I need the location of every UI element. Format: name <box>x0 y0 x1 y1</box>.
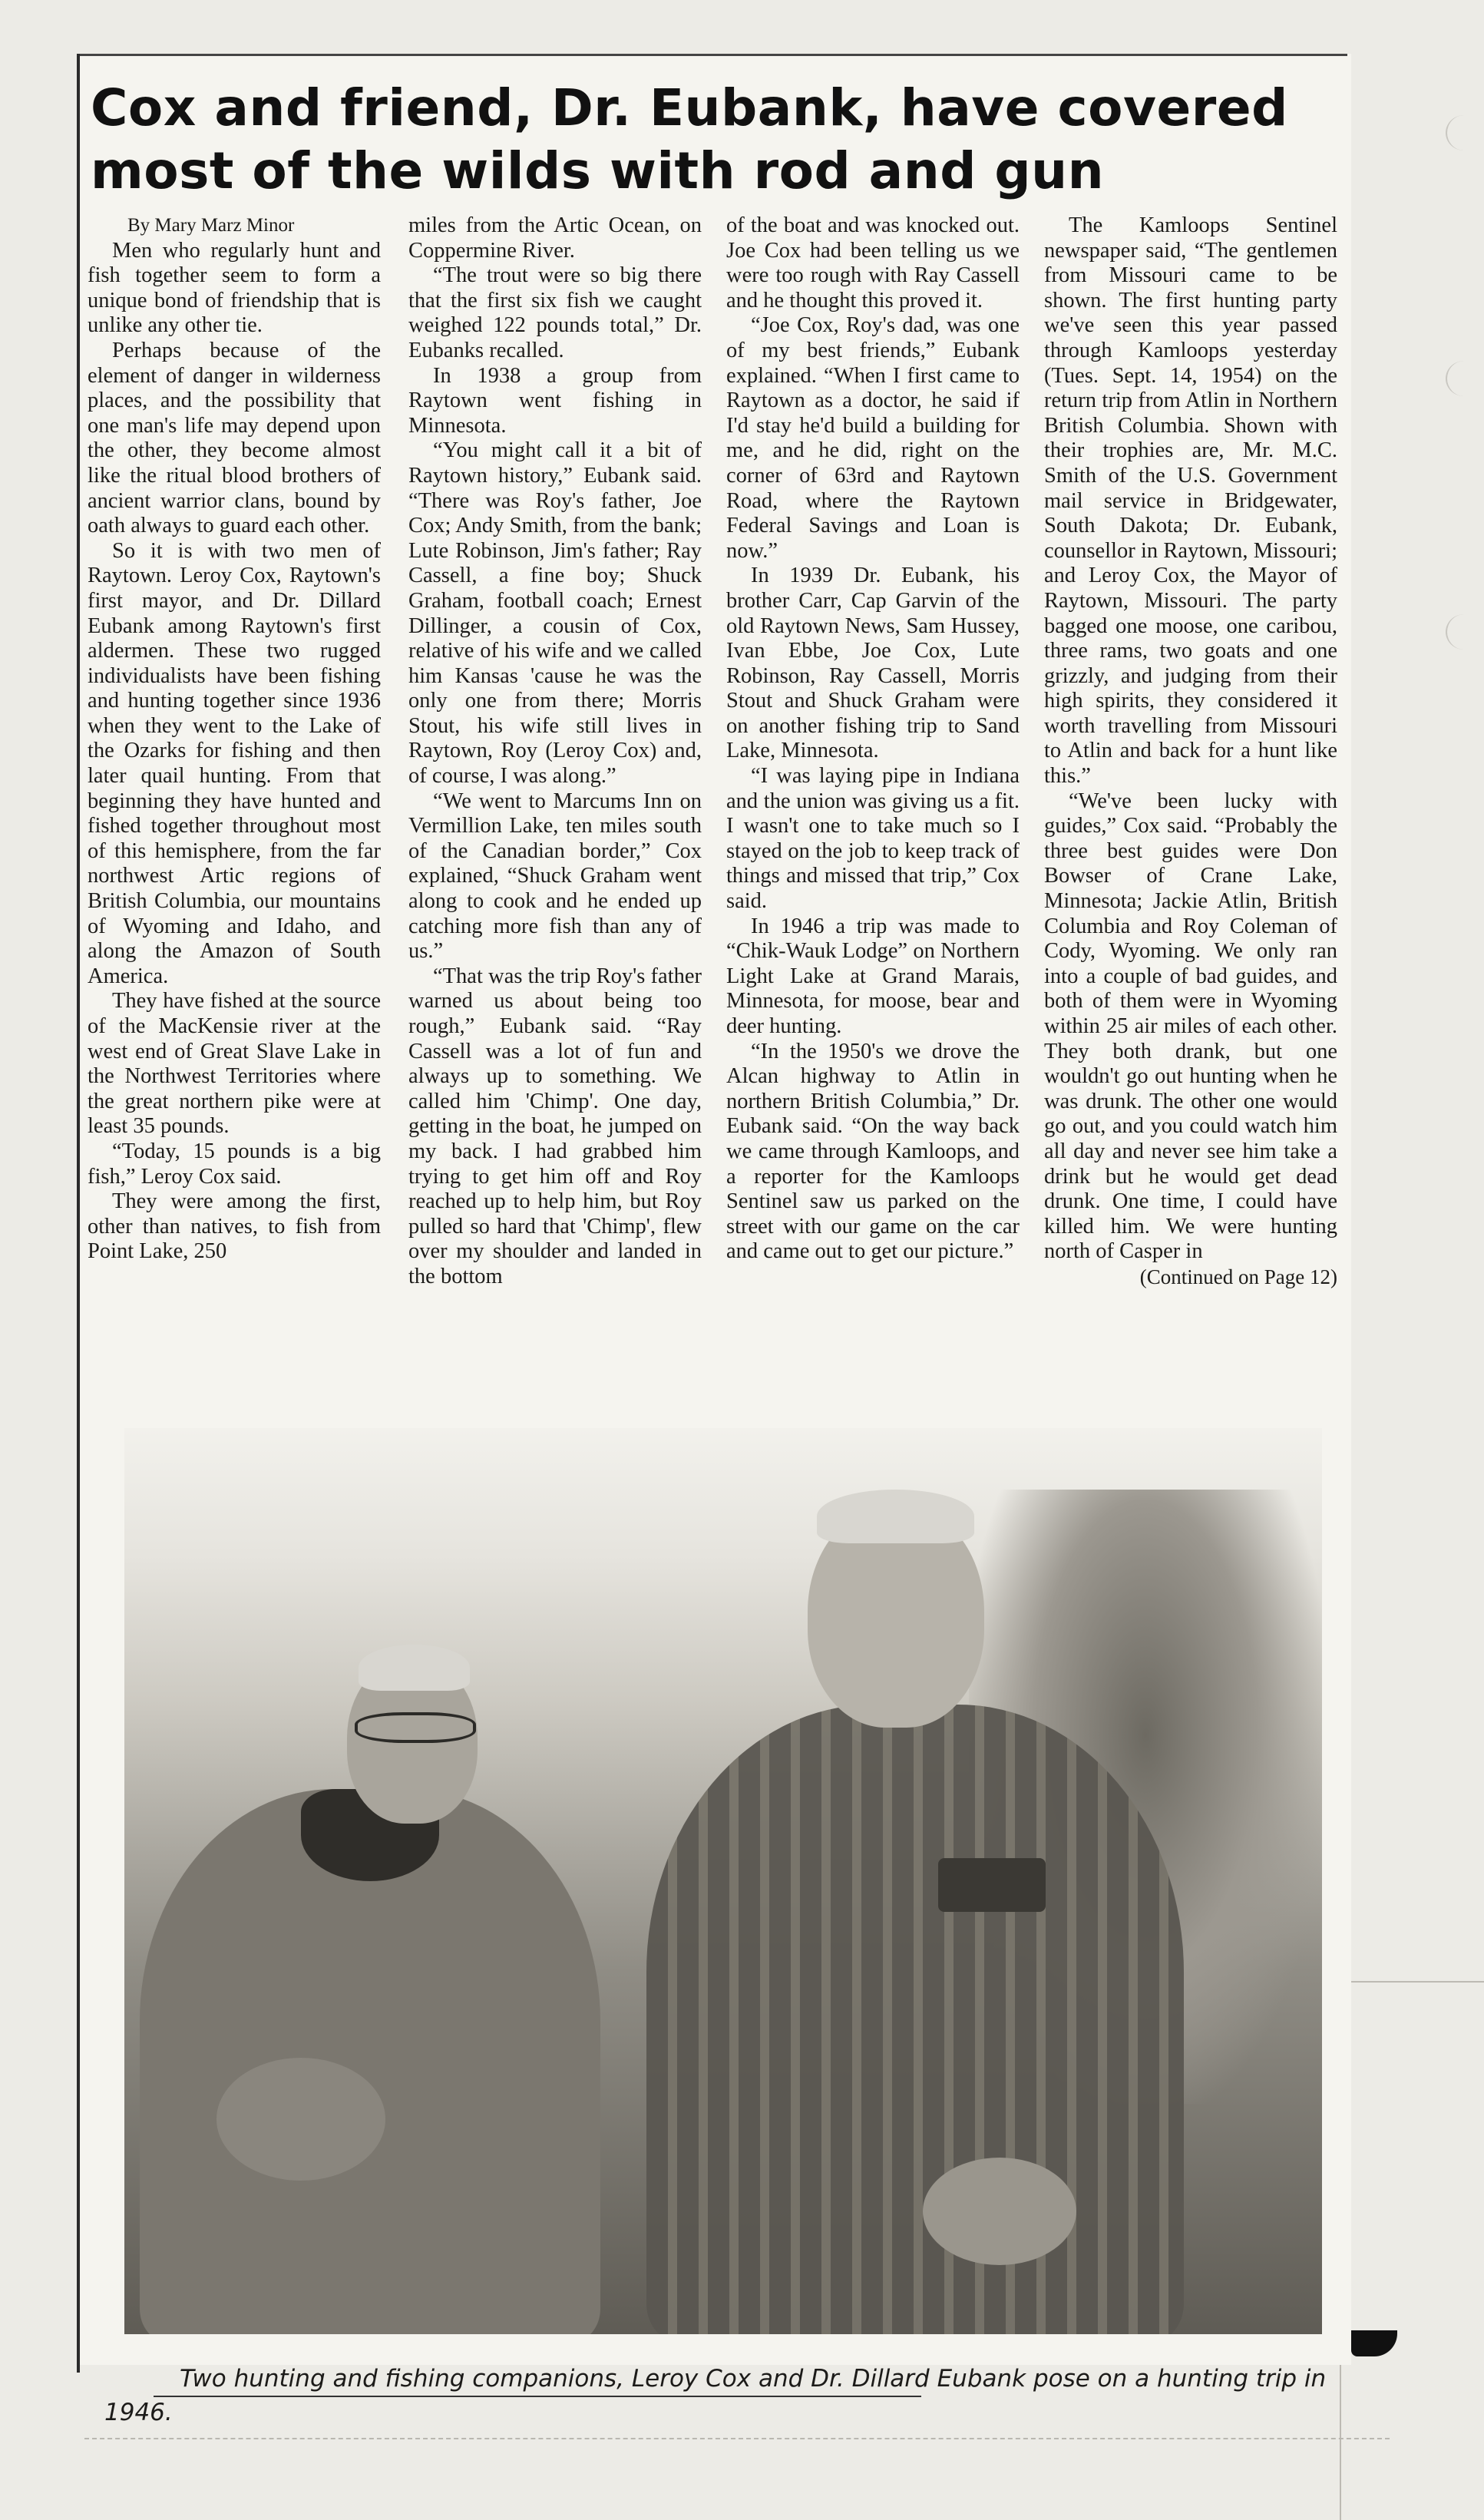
headline: Cox and friend, Dr. Eubank, have covered most of the wilds with rod and gun <box>91 78 1288 200</box>
paragraph: In 1938 a group from Raytown went fishing in Minnesota. <box>408 363 702 438</box>
paragraph: In 1946 a trip was made to “Chik-Wauk Lodge” on Northern Light Lake at Grand Marais, Minnesota, for moose, bear and deer hunting. <box>726 914 1020 1038</box>
newspaper-clipping <box>77 54 1351 2426</box>
paragraph: “I was laying pipe in Indiana and the union was giving us a fit. I wasn't one to take much so I stayed on the job to keep track of things and missed that trip,” Cox said. <box>726 764 1020 914</box>
paragraph: “Joe Cox, Roy's dad, was one of my best friends,” Eubank explained. “When I first came to Raytown as a doctor, he said if I'd stay he'd build a building for me, and he did, right on the corner of 63rd and Raytown Road, where the Raytown Federal Savings and Loan is now.” <box>726 313 1020 563</box>
binder-hole <box>1446 115 1482 150</box>
photo-hair <box>359 1645 470 1691</box>
top-rule <box>77 54 1347 56</box>
article-column-1 <box>88 213 381 1457</box>
paragraph: Perhaps because of the element of danger in wilderness places, and the possibility that one man's life may depend upon the other, they become almost like the ritual blood brothers of ancient warrior clans, bound by oath always to guard each other. <box>88 338 381 538</box>
paragraph: “The trout were so big there that the first six fish we caught weighed 122 pounds total,” Dr. Eubanks recalled. <box>408 263 702 362</box>
paragraph: “You might call it a bit of Raytown history,” Eubank said. “There was Roy's father, Joe Cox; Andy Smith, from the bank; Lute Robinson, Jim's father; Ray Cassell, a fine boy; Shuck Graham, football coach; Ernest Dillinger, a cousin of Cox, relative of his wife and we called him Kansas 'cause he was the only one from there; Morris Stout, his wife still lives in Raytown, Roy (Leroy Cox) and, of course, I was along.” <box>408 438 702 789</box>
binder-hole <box>1446 614 1482 650</box>
paragraph: So it is with two men of Raytown. Leroy Cox, Raytown's first mayor, and Dr. Dillard Eubank among Raytown's first aldermen. These two rugged individualists have been fishing and hunting together since 1936 when they went to the Lake of the Ozarks for fishing and then later quail hunting. From that beginning they have hunted and fished together throughout most of this hemisphere, from the far northwest Artic regions of British Columbia, our mountains of Wyoming and Idaho, and along the Amazon of South America. <box>88 538 381 988</box>
paragraph: Men who regularly hunt and fish together seem to form a unique bond of friendship that is unlike any other tie. <box>88 238 381 338</box>
photo-shirt-pocket <box>938 1858 1046 1912</box>
photo-man-left <box>124 1428 662 2334</box>
photo-hands <box>923 2158 1076 2265</box>
paragraph: “We went to Marcums Inn on Vermillion Lake, ten miles south of the Canadian border,” Cox explained, “Shuck Graham went along to cook and he ended up catching more fish than any of us.” <box>408 789 702 964</box>
paragraph: “That was the trip Roy's father warned us about being too rough,” Eubank said. “Ray Cassell was a lot of fun and always up to something. We called him 'Chimp'. One day, getting in the boat, he jumped on my back. I had grabbed him trying to get him off and Roy reached up to help him, but Roy pulled so hard that 'Chimp', flew over my shoulder and landed in the bottom <box>408 964 702 1288</box>
byline: By Mary Marz Minor <box>127 215 295 236</box>
page-bottom-rule <box>84 2438 1390 2439</box>
photo-hair <box>817 1490 974 1543</box>
photo-hands <box>216 2058 385 2181</box>
paragraph: of the boat and was knocked out. Joe Cox had been telling us we were too rough with Ray Cassell and he thought this proved it. <box>726 213 1020 313</box>
article-body <box>88 213 1348 1457</box>
paragraph: “We've been lucky with guides,” Cox said. “Probably the three best guides were Don Bowser of Crane Lake, Minnesota; Jackie Atlin, British Columbia and Roy Coleman of Cody, Wyoming. We only ran into a couple of bad guides, and both of them were in Wyoming within 25 air miles of each other. They both drank, but one wouldn't go out hunting when he was drunk. The other one would go out, and you could watch him all day and never see him take a drink but he would get dead drunk. One time, I could have killed him. We were hunting north of Casper in <box>1044 789 1337 1264</box>
paragraph: “In the 1950's we drove the Alcan highway to Atlin in northern British Columbia,” Dr. Eubank said. “On the way back we came through Kamloops, and a reporter for the Kamloops Sentinel saw us parked on the street with our game on the car and came out to get our picture.” <box>726 1039 1020 1264</box>
photo-man-right <box>616 1428 1199 2334</box>
paragraph: The Kamloops Sentinel newspaper said, “The gentlemen from Missouri came to be shown. The first hunting party we've seen this year passed through Kamloops yesterday (Tues. Sept. 14, 1954) on the return trip from Atlin in Northern British Columbia. Shown with their trophies are, Mr. M.C. Smith of the U.S. Government mail service in Bridgewater, South Dakota; Dr. Eubank, counsellor in Raytown, Missouri; and Leroy Cox, the Mayor of Raytown, Missouri. The party bagged one moose, one caribou, three rams, two goats and one grizzly, and judging from their high spirits, they considered it worth travelling from Missouri to Atlin and back for a hunt like this.” <box>1044 213 1337 789</box>
article-column-2 <box>408 213 702 1457</box>
photo-glasses <box>355 1712 476 1743</box>
article-column-4 <box>1044 213 1337 1457</box>
paragraph: “Today, 15 pounds is a big fish,” Leroy Cox said. <box>88 1139 381 1189</box>
paragraph: In 1939 Dr. Eubank, his brother Carr, Cap Garvin of the old Raytown News, Sam Hussey, Ivan Ebbe, Joe Cox, Lute Robinson, Ray Cassell, Morris Stout and Shuck Graham were on another fishing trip to Sand Lake, Minnesota. <box>726 564 1020 763</box>
left-rule <box>77 54 80 2373</box>
photo-plaid-shirt <box>646 1705 1184 2334</box>
article-column-3 <box>726 213 1020 1457</box>
photo-caption: Two hunting and fishing companions, Leroy Cox and Dr. Dillard Eubank pose on a hunting trip in 1946. <box>104 2365 1327 2426</box>
continued-notice: (Continued on Page 12) <box>1139 1265 1337 1288</box>
paragraph: They were among the first, other than natives, to fish from Point Lake, 250 <box>88 1189 381 1264</box>
caption-underline <box>154 2396 921 2397</box>
paragraph: They have fished at the source of the MacKensie river at the west end of Great Slave Lake in the Northwest Territories where the great northern pike were at least 35 pounds. <box>88 989 381 1139</box>
binder-hole <box>1446 361 1482 396</box>
paragraph: miles from the Artic Ocean, on Coppermine River. <box>408 213 702 263</box>
photograph <box>124 1428 1322 2334</box>
